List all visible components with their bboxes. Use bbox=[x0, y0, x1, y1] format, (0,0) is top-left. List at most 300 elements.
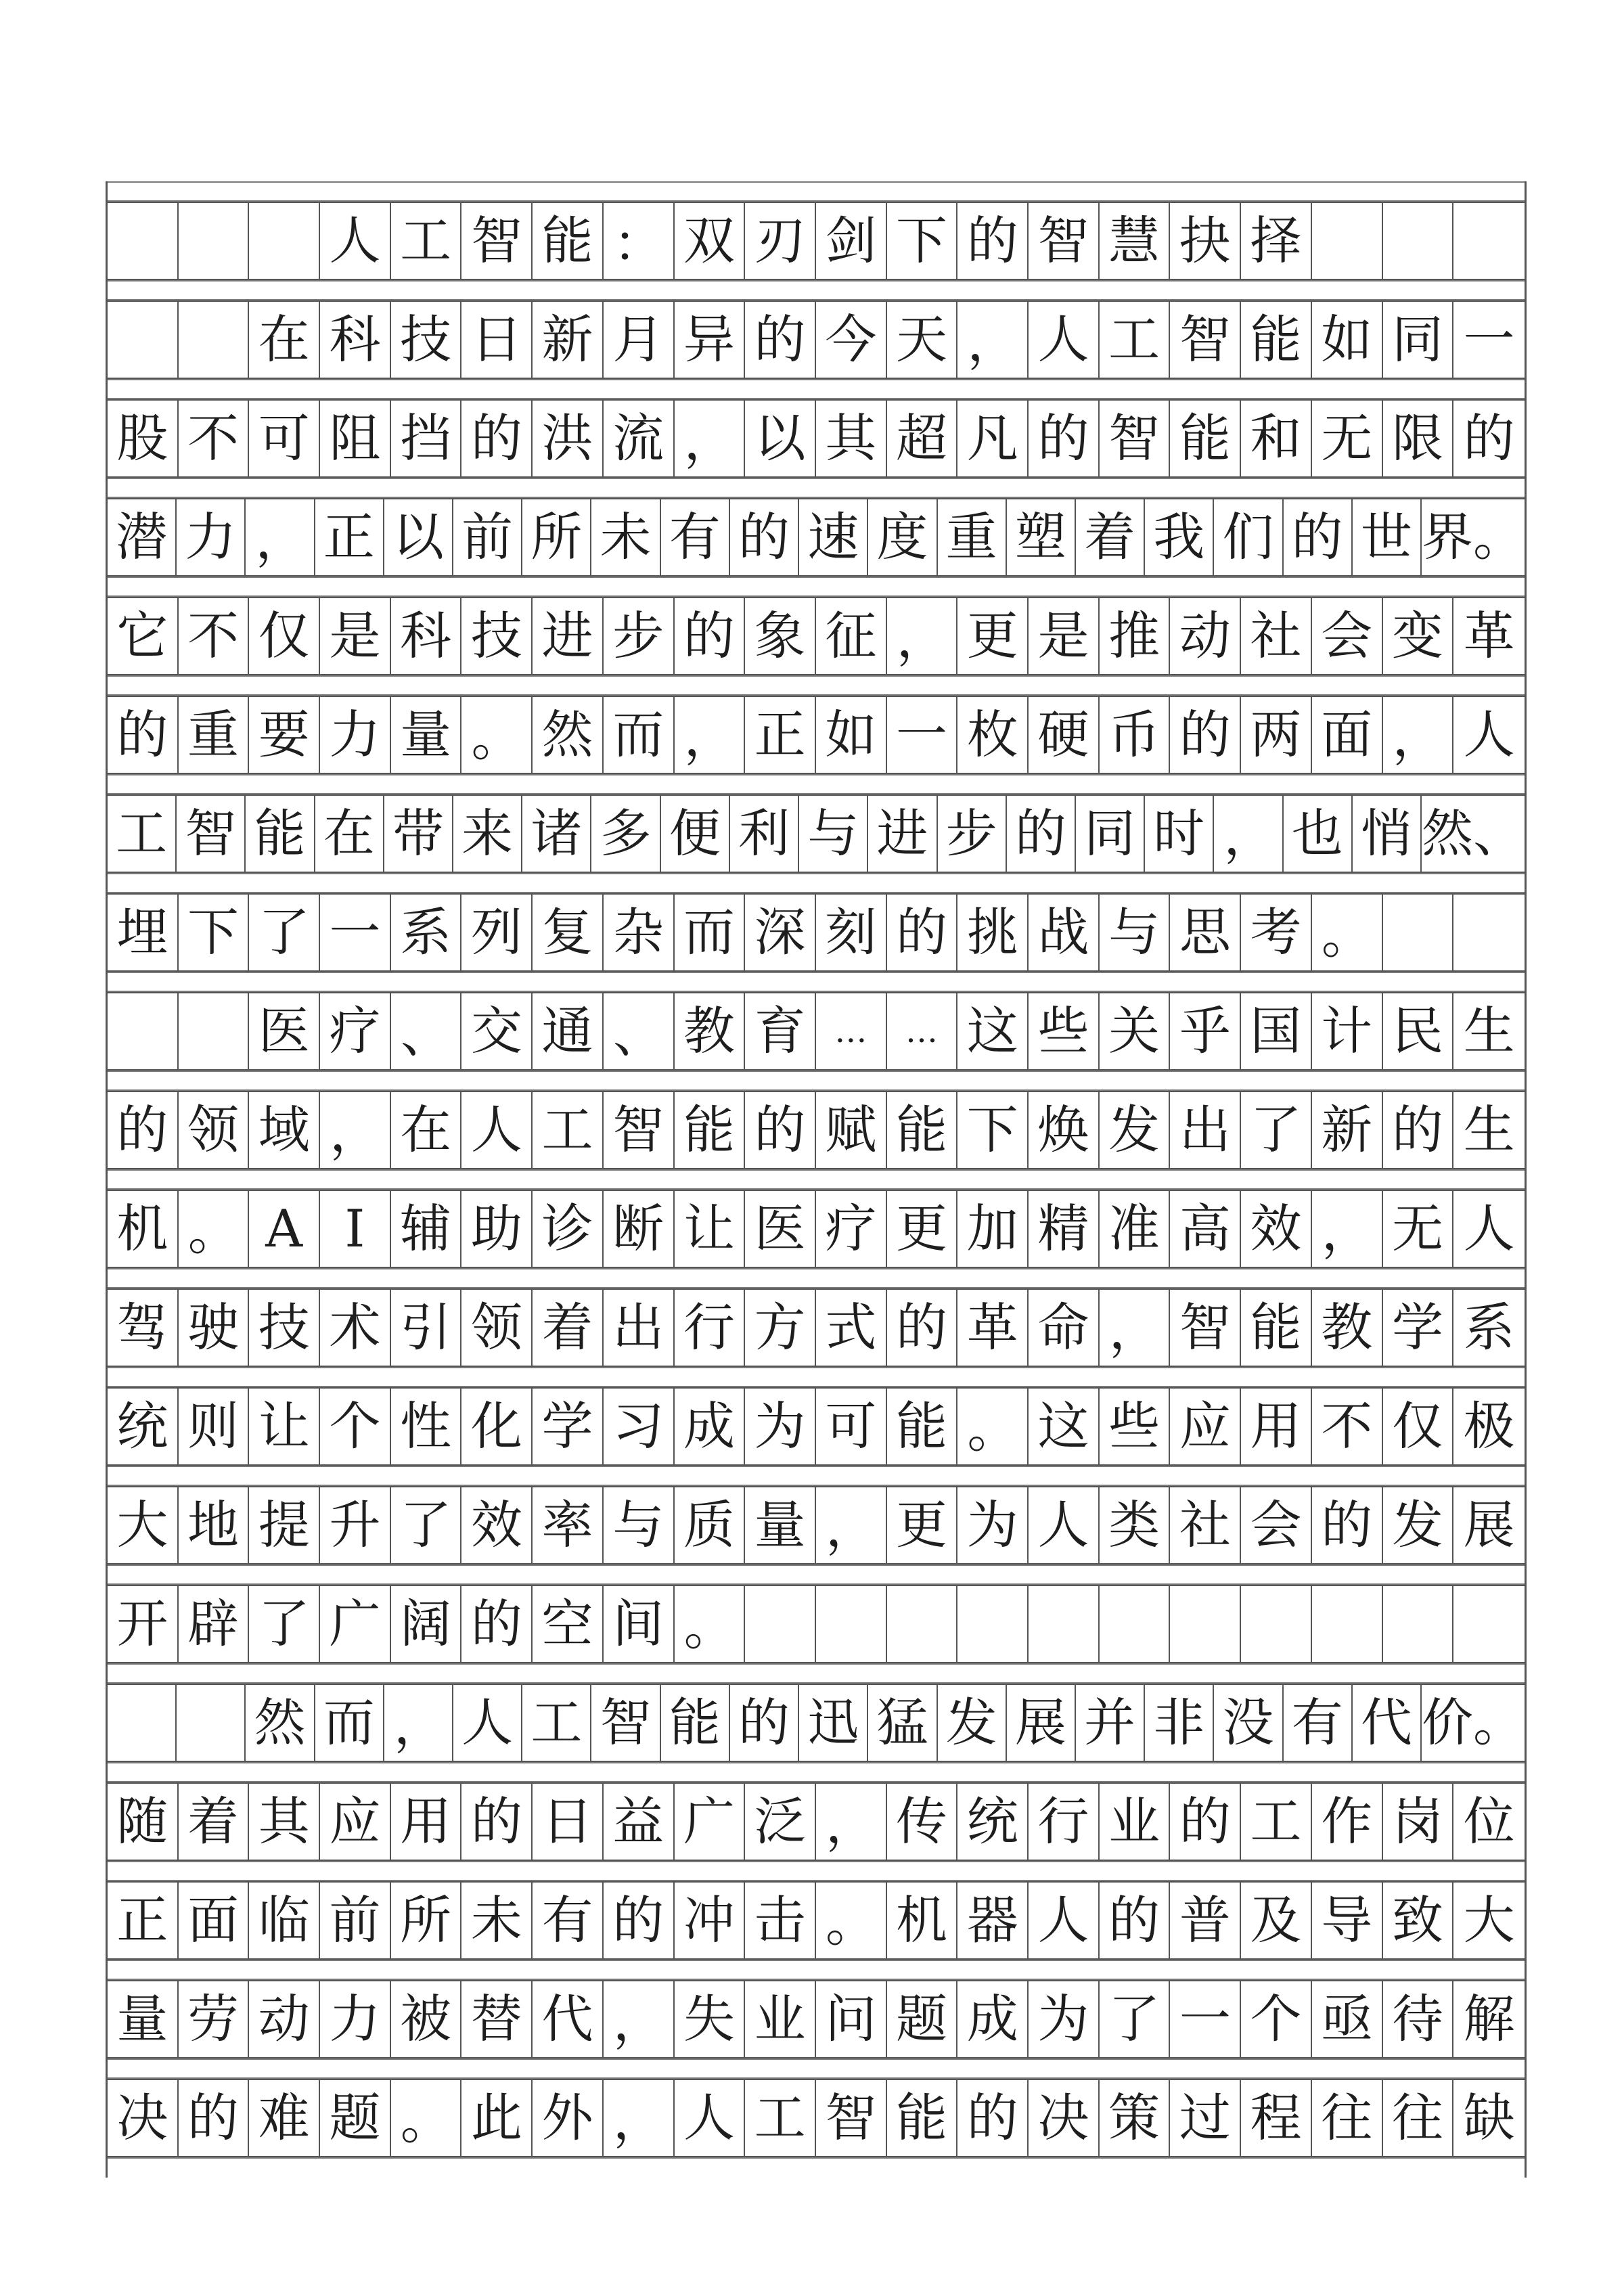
grid-cell: ， bbox=[1100, 1290, 1171, 1366]
grid-cell: 的 bbox=[461, 401, 533, 476]
grid-cell: 来 bbox=[453, 796, 522, 872]
grid-cell: 一 bbox=[887, 697, 958, 773]
grid-cell: 通 bbox=[533, 993, 604, 1069]
grid-cell: 驶 bbox=[179, 1290, 250, 1366]
grid-cell: 量 bbox=[391, 697, 462, 773]
grid-row bbox=[108, 1091, 1525, 1169]
grid-cell: 此 bbox=[461, 2080, 533, 2156]
grid-cell: 性 bbox=[391, 1389, 462, 1464]
grid-cell: 前 bbox=[320, 1883, 391, 1958]
grid-cell: 大 bbox=[108, 1487, 179, 1563]
grid-cell: 质 bbox=[675, 1487, 746, 1563]
grid-cell bbox=[1383, 895, 1454, 970]
grid-cell: 这 bbox=[957, 993, 1029, 1069]
grid-cell: 技 bbox=[461, 598, 533, 674]
grid-cell: 的 bbox=[1170, 1784, 1241, 1860]
grid-cell: 致 bbox=[1383, 1883, 1454, 1958]
grid-cell: ， bbox=[816, 1487, 887, 1563]
grid-cell: 工 bbox=[108, 796, 177, 872]
grid-cell: 月 bbox=[604, 302, 675, 378]
grid-cell: 疗 bbox=[320, 993, 391, 1069]
row-spacer bbox=[108, 577, 1525, 597]
grid-cell: 学 bbox=[1383, 1290, 1454, 1366]
grid-cell: 力 bbox=[320, 697, 391, 773]
grid-cell: 人 bbox=[1463, 704, 1515, 765]
grid-cell: 问 bbox=[816, 1981, 887, 2057]
grid-cell: 教 bbox=[1312, 1290, 1383, 1366]
grid-cell: ： bbox=[604, 203, 675, 279]
grid-cell: 工 bbox=[1241, 1784, 1312, 1860]
grid-cell: 普 bbox=[1170, 1883, 1241, 1958]
grid-cell: 广 bbox=[320, 1586, 391, 1662]
grid-cell: 步 bbox=[938, 796, 1007, 872]
grid-cell: 以 bbox=[745, 401, 816, 476]
grid-cell: 动 bbox=[1170, 598, 1241, 674]
grid-cell: 们 bbox=[1214, 499, 1283, 575]
grid-cell: 行 bbox=[675, 1290, 746, 1366]
grid-cell: 方 bbox=[745, 1290, 816, 1366]
grid-cell: 交 bbox=[461, 993, 533, 1069]
grid-row bbox=[108, 202, 1525, 280]
grid-cell: 的 bbox=[730, 1685, 799, 1761]
grid-cell: 展 bbox=[1007, 1685, 1076, 1761]
row-spacer bbox=[108, 1861, 1525, 1881]
grid-row bbox=[108, 2079, 1525, 2157]
grid-cell: 能 bbox=[887, 1389, 958, 1464]
grid-cell: 量 bbox=[745, 1487, 816, 1563]
grid-cell: 以 bbox=[384, 499, 453, 575]
grid-cell: 辟 bbox=[179, 1586, 250, 1662]
grid-cell: 智 bbox=[1100, 401, 1171, 476]
grid-cell: 挡 bbox=[391, 401, 462, 476]
grid-cell: 更 bbox=[887, 1487, 958, 1563]
grid-cell: 诸 bbox=[522, 796, 591, 872]
grid-cell: 价。 bbox=[1421, 1692, 1525, 1753]
grid-cell: 界。 bbox=[1421, 507, 1525, 567]
grid-cell: 有 bbox=[661, 499, 730, 575]
grid-cell: ， bbox=[604, 2080, 675, 2156]
row-spacer bbox=[108, 2157, 1525, 2178]
row-spacer bbox=[108, 972, 1525, 992]
grid-cell: 币 bbox=[1100, 697, 1171, 773]
grid-cell: 个 bbox=[320, 1389, 391, 1464]
grid-cell: 位 bbox=[1463, 1791, 1515, 1851]
grid-cell: 智 bbox=[816, 2080, 887, 2156]
row-spacer bbox=[108, 873, 1525, 893]
grid-cell: 代 bbox=[1353, 1685, 1422, 1761]
grid-cell: 机 bbox=[108, 1191, 179, 1267]
grid-row bbox=[108, 893, 1525, 972]
grid-cell: 人 bbox=[1463, 1198, 1515, 1259]
grid-cell: 仅 bbox=[1383, 1389, 1454, 1464]
grid-cell bbox=[179, 993, 250, 1069]
grid-cell: 与 bbox=[799, 796, 868, 872]
grid-cell: 些 bbox=[1100, 1389, 1171, 1464]
grid-cell: 大 bbox=[1463, 1890, 1515, 1950]
grid-cell: 其 bbox=[816, 401, 887, 476]
row-spacer bbox=[108, 280, 1525, 300]
grid-cell: 人 bbox=[1029, 1883, 1100, 1958]
grid-cell: 战 bbox=[1029, 895, 1100, 970]
grid-cell: 生 bbox=[1463, 1001, 1515, 1061]
grid-cell: … bbox=[816, 993, 887, 1069]
grid-cell: 的 bbox=[675, 598, 746, 674]
grid-row bbox=[108, 794, 1525, 873]
grid-cell bbox=[1383, 203, 1454, 279]
grid-cell: 的 bbox=[1007, 796, 1076, 872]
grid-cell: 业 bbox=[1100, 1784, 1171, 1860]
grid-cell: 。 bbox=[1312, 895, 1383, 970]
grid-cell: 时 bbox=[1145, 796, 1214, 872]
grid-cell: 工 bbox=[1100, 302, 1171, 378]
grid-cell: 的 bbox=[1312, 1487, 1383, 1563]
grid-cell: 我 bbox=[1145, 499, 1214, 575]
grid-cell: 未 bbox=[591, 499, 660, 575]
grid-cell: 智 bbox=[1029, 203, 1100, 279]
grid-cell: 下 bbox=[179, 895, 250, 970]
grid-cell: 题 bbox=[320, 2080, 391, 2156]
grid-cell: ， bbox=[320, 1092, 391, 1168]
grid-cell: 智 bbox=[1170, 1290, 1241, 1366]
grid-cell: 计 bbox=[1312, 993, 1383, 1069]
grid-cell: 发 bbox=[938, 1685, 1007, 1761]
row-spacer bbox=[108, 1663, 1525, 1684]
grid-cell: 同 bbox=[1076, 796, 1145, 872]
grid-cell: 并 bbox=[1076, 1685, 1145, 1761]
grid-cell: ， bbox=[887, 598, 958, 674]
grid-row bbox=[108, 696, 1525, 774]
grid-cell: 化 bbox=[461, 1389, 533, 1464]
grid-cell: 新 bbox=[1312, 1092, 1383, 1168]
grid-cell: 加 bbox=[957, 1191, 1029, 1267]
row-spacer bbox=[108, 1466, 1525, 1486]
grid-cell: 择 bbox=[1241, 203, 1312, 279]
grid-cell: 可 bbox=[816, 1389, 887, 1464]
grid-cell: ， bbox=[1383, 697, 1454, 773]
grid-cell: 医 bbox=[745, 1191, 816, 1267]
grid-cell: 准 bbox=[1100, 1191, 1171, 1267]
grid-cell: 重 bbox=[938, 499, 1007, 575]
grid-cell: 度 bbox=[868, 499, 937, 575]
grid-cell: 未 bbox=[461, 1883, 533, 1958]
grid-cell: 抉 bbox=[1170, 203, 1241, 279]
grid-cell bbox=[179, 302, 250, 378]
grid-cell: 刃 bbox=[745, 203, 816, 279]
grid-cell: 、 bbox=[391, 993, 462, 1069]
grid-cell: 推 bbox=[1100, 598, 1171, 674]
grid-cell: 的 bbox=[1284, 499, 1353, 575]
grid-cell: 杂 bbox=[604, 895, 675, 970]
grid-cell: 击 bbox=[745, 1883, 816, 1958]
grid-cell: 民 bbox=[1383, 993, 1454, 1069]
row-spacer bbox=[108, 379, 1525, 399]
grid-cell: 与 bbox=[1100, 895, 1171, 970]
grid-cell: 便 bbox=[661, 796, 730, 872]
grid-cell: 类 bbox=[1100, 1487, 1171, 1563]
grid-cell: 技 bbox=[249, 1290, 320, 1366]
grid-cell: 所 bbox=[522, 499, 591, 575]
grid-cell: 在 bbox=[315, 796, 384, 872]
row-spacer bbox=[108, 1762, 1525, 1782]
grid-cell: 科 bbox=[391, 598, 462, 674]
grid-cell: 发 bbox=[1100, 1092, 1171, 1168]
grid-cell: ， bbox=[957, 302, 1029, 378]
grid-cell: 限 bbox=[1383, 401, 1454, 476]
grid-cell bbox=[177, 1685, 246, 1761]
grid-cell: 枚 bbox=[957, 697, 1029, 773]
grid-cell: 领 bbox=[179, 1092, 250, 1168]
grid-cell: 成 bbox=[675, 1389, 746, 1464]
grid-cell: 凡 bbox=[957, 401, 1029, 476]
grid-cell: 所 bbox=[391, 1883, 462, 1958]
grid-cell bbox=[1312, 1586, 1383, 1662]
grid-cell: 能 bbox=[1241, 1290, 1312, 1366]
grid-cell: 的 bbox=[745, 1092, 816, 1168]
grid-cell: 的 bbox=[745, 302, 816, 378]
grid-cell: 人 bbox=[461, 1092, 533, 1168]
grid-cell: 是 bbox=[320, 598, 391, 674]
grid-cell: 提 bbox=[249, 1487, 320, 1563]
grid-cell: 往 bbox=[1383, 2080, 1454, 2156]
grid-cell: 洪 bbox=[533, 401, 604, 476]
grid-cell: 这 bbox=[1029, 1389, 1100, 1464]
grid-cell: 些 bbox=[1029, 993, 1100, 1069]
grid-cell: 进 bbox=[533, 598, 604, 674]
grid-cell: 一 bbox=[1463, 309, 1515, 369]
grid-cell: 也 bbox=[1284, 796, 1353, 872]
grid-cell: ， bbox=[675, 697, 746, 773]
grid-cell: 与 bbox=[604, 1487, 675, 1563]
grid-cell: 面 bbox=[179, 1883, 250, 1958]
grid-cell: 空 bbox=[533, 1586, 604, 1662]
grid-cell: 世 bbox=[1353, 499, 1422, 575]
grid-cell: 日 bbox=[533, 1784, 604, 1860]
grid-cell: 变 bbox=[1383, 598, 1454, 674]
grid-cell bbox=[1100, 1586, 1171, 1662]
grid-cell: 步 bbox=[604, 598, 675, 674]
grid-cell: 让 bbox=[675, 1191, 746, 1267]
grid-cell: 。 bbox=[179, 1191, 250, 1267]
grid-cell bbox=[1312, 203, 1383, 279]
grid-cell bbox=[108, 302, 179, 378]
grid-cell: 人 bbox=[675, 2080, 746, 2156]
grid-cell: 技 bbox=[391, 302, 462, 378]
grid-cell bbox=[1453, 203, 1525, 279]
grid-cell: 智 bbox=[177, 796, 246, 872]
grid-cell: 的 bbox=[1170, 697, 1241, 773]
grid-cell: 升 bbox=[320, 1487, 391, 1563]
grid-cell: 潜 bbox=[108, 499, 177, 575]
grid-cell: 断 bbox=[604, 1191, 675, 1267]
grid-cell bbox=[108, 203, 179, 279]
grid-cell: 硬 bbox=[1029, 697, 1100, 773]
grid-cell: 阻 bbox=[320, 401, 391, 476]
grid-cell: 了 bbox=[249, 895, 320, 970]
grid-cell: 下 bbox=[957, 1092, 1029, 1168]
grid-cell: 速 bbox=[799, 499, 868, 575]
grid-cell: 过 bbox=[1170, 2080, 1241, 2156]
grid-row bbox=[108, 1881, 1525, 1960]
grid-cell: 的 bbox=[730, 499, 799, 575]
grid-cell: 失 bbox=[675, 1981, 746, 2057]
grid-cell: 助 bbox=[461, 1191, 533, 1267]
grid-row bbox=[108, 1980, 1525, 2058]
grid-cell: 慧 bbox=[1100, 203, 1171, 279]
grid-cell bbox=[957, 1586, 1029, 1662]
grid-cell: 剑 bbox=[816, 203, 887, 279]
grid-cell: 精 bbox=[1029, 1191, 1100, 1267]
grid-row bbox=[108, 1782, 1525, 1861]
grid-cell: 用 bbox=[1241, 1389, 1312, 1464]
grid-cell: 着 bbox=[179, 1784, 250, 1860]
grid-row bbox=[108, 1585, 1525, 1663]
grid-cell: 刻 bbox=[816, 895, 887, 970]
grid-cell: 的 bbox=[108, 697, 179, 773]
grid-cell: 域 bbox=[249, 1092, 320, 1168]
grid-cell: 新 bbox=[533, 302, 604, 378]
grid-cell: 能 bbox=[1170, 401, 1241, 476]
grid-cell: 前 bbox=[453, 499, 522, 575]
grid-row bbox=[108, 992, 1525, 1071]
grid-cell: 效 bbox=[461, 1487, 533, 1563]
grid-cell: 非 bbox=[1145, 1685, 1214, 1761]
grid-cell: 了 bbox=[1241, 1092, 1312, 1168]
grid-cell: 业 bbox=[745, 1981, 816, 2057]
grid-cell: 一 bbox=[1170, 1981, 1241, 2057]
grid-cell: 系 bbox=[1463, 1297, 1515, 1357]
grid-cell: 的 bbox=[957, 2080, 1029, 2156]
grid-cell: 有 bbox=[533, 1883, 604, 1958]
grid-cell: 往 bbox=[1312, 2080, 1383, 2156]
grid-cell: ， bbox=[1312, 1191, 1383, 1267]
grid-cell: 然 bbox=[246, 1685, 315, 1761]
grid-cell: 难 bbox=[249, 2080, 320, 2156]
row-spacer bbox=[108, 774, 1525, 794]
grid-cell: 利 bbox=[730, 796, 799, 872]
row-spacer bbox=[108, 2058, 1525, 2079]
grid-cell: ， bbox=[246, 499, 315, 575]
grid-cell: 工 bbox=[533, 1092, 604, 1168]
grid-cell: 。 bbox=[957, 1389, 1029, 1464]
grid-cell: 的 bbox=[604, 1883, 675, 1958]
grid-cell: ， bbox=[1214, 796, 1283, 872]
grid-cell: 今 bbox=[816, 302, 887, 378]
grid-cell: 然 bbox=[533, 697, 604, 773]
grid-cell: 革 bbox=[1463, 606, 1515, 666]
grid-row bbox=[108, 1684, 1525, 1762]
grid-cell: … bbox=[887, 993, 958, 1069]
grid-cell: 了 bbox=[249, 1586, 320, 1662]
grid-cell: 率 bbox=[533, 1487, 604, 1563]
grid-cell: 力 bbox=[177, 499, 246, 575]
grid-cell: 的 bbox=[1463, 408, 1515, 468]
grid-cell: 教 bbox=[675, 993, 746, 1069]
grid-cell: 展 bbox=[1463, 1495, 1515, 1555]
row-spacer bbox=[108, 1960, 1525, 1980]
grid-cell: 亟 bbox=[1312, 1981, 1383, 2057]
grid-cell: ， bbox=[816, 1784, 887, 1860]
grid-cell: 应 bbox=[1170, 1389, 1241, 1464]
grid-cell: 更 bbox=[887, 1191, 958, 1267]
grid-cell: 进 bbox=[868, 796, 937, 872]
row-spacer bbox=[108, 1169, 1525, 1190]
grid-cell: 辅 bbox=[391, 1191, 462, 1267]
grid-cell bbox=[108, 993, 179, 1069]
row-spacer bbox=[108, 675, 1525, 696]
grid-cell: 效 bbox=[1241, 1191, 1312, 1267]
grid-cell: 人 bbox=[1029, 1487, 1100, 1563]
grid-cell: 双 bbox=[675, 203, 746, 279]
grid-cell: 引 bbox=[391, 1290, 462, 1366]
grid-cell: 象 bbox=[745, 598, 816, 674]
grid-cell: 埋 bbox=[108, 895, 179, 970]
grid-cell: 的 bbox=[108, 1092, 179, 1168]
grid-cell: 的 bbox=[1100, 1883, 1171, 1958]
grid-cell: 重 bbox=[179, 697, 250, 773]
grid-cell: 超 bbox=[887, 401, 958, 476]
grid-cell: 日 bbox=[461, 302, 533, 378]
grid-cell: ， bbox=[384, 1685, 453, 1761]
grid-cell: 然、 bbox=[1421, 803, 1525, 863]
grid-cell: 。 bbox=[816, 1883, 887, 1958]
grid-cell: 冲 bbox=[675, 1883, 746, 1958]
grid-cell: 塑 bbox=[1007, 499, 1076, 575]
grid-cell: 能 bbox=[533, 203, 604, 279]
row-spacer bbox=[108, 1565, 1525, 1585]
grid-cell: 育 bbox=[745, 993, 816, 1069]
grid-cell: 学 bbox=[533, 1389, 604, 1464]
grid-cell: 益 bbox=[604, 1784, 675, 1860]
grid-row bbox=[108, 1387, 1525, 1466]
grid-cell: 极 bbox=[1463, 1396, 1515, 1456]
grid-cell: 会 bbox=[1241, 1487, 1312, 1563]
grid-cell: 。 bbox=[675, 1586, 746, 1662]
grid-cell bbox=[1453, 895, 1525, 970]
grid-cell: 深 bbox=[745, 895, 816, 970]
grid-cell: 赋 bbox=[816, 1092, 887, 1168]
grid-cell bbox=[108, 1685, 177, 1761]
grid-cell: 及 bbox=[1241, 1883, 1312, 1958]
grid-cell: ， bbox=[604, 1981, 675, 2057]
grid-cell: 量 bbox=[108, 1981, 179, 2057]
grid-row bbox=[108, 597, 1525, 675]
grid-cell: 器 bbox=[957, 1883, 1029, 1958]
grid-cell: 阔 bbox=[391, 1586, 462, 1662]
grid-row bbox=[108, 1486, 1525, 1565]
grid-cell: 替 bbox=[461, 1981, 533, 2057]
grid-cell: 决 bbox=[1029, 2080, 1100, 2156]
grid-cell: 泛 bbox=[745, 1784, 816, 1860]
grid-cell bbox=[1241, 1586, 1312, 1662]
grid-cell: 要 bbox=[249, 697, 320, 773]
grid-cell: 复 bbox=[533, 895, 604, 970]
grid-cell: 两 bbox=[1241, 697, 1312, 773]
grid-cell: 可 bbox=[249, 401, 320, 476]
grid-cell: 为 bbox=[745, 1389, 816, 1464]
grid-cell: 着 bbox=[1076, 499, 1145, 575]
grid-cell: 疗 bbox=[816, 1191, 887, 1267]
grid-cell: 下 bbox=[887, 203, 958, 279]
grid-cell: 系 bbox=[391, 895, 462, 970]
grid-cell: 间 bbox=[604, 1586, 675, 1662]
grid-cell: 迅 bbox=[799, 1685, 868, 1761]
grid-cell: 科 bbox=[320, 302, 391, 378]
grid-cell: 劳 bbox=[179, 1981, 250, 2057]
grid-cell: 仅 bbox=[249, 598, 320, 674]
grid-cell: 能 bbox=[887, 1092, 958, 1168]
grid-cell: 应 bbox=[320, 1784, 391, 1860]
grid-cell: 关 bbox=[1100, 993, 1171, 1069]
